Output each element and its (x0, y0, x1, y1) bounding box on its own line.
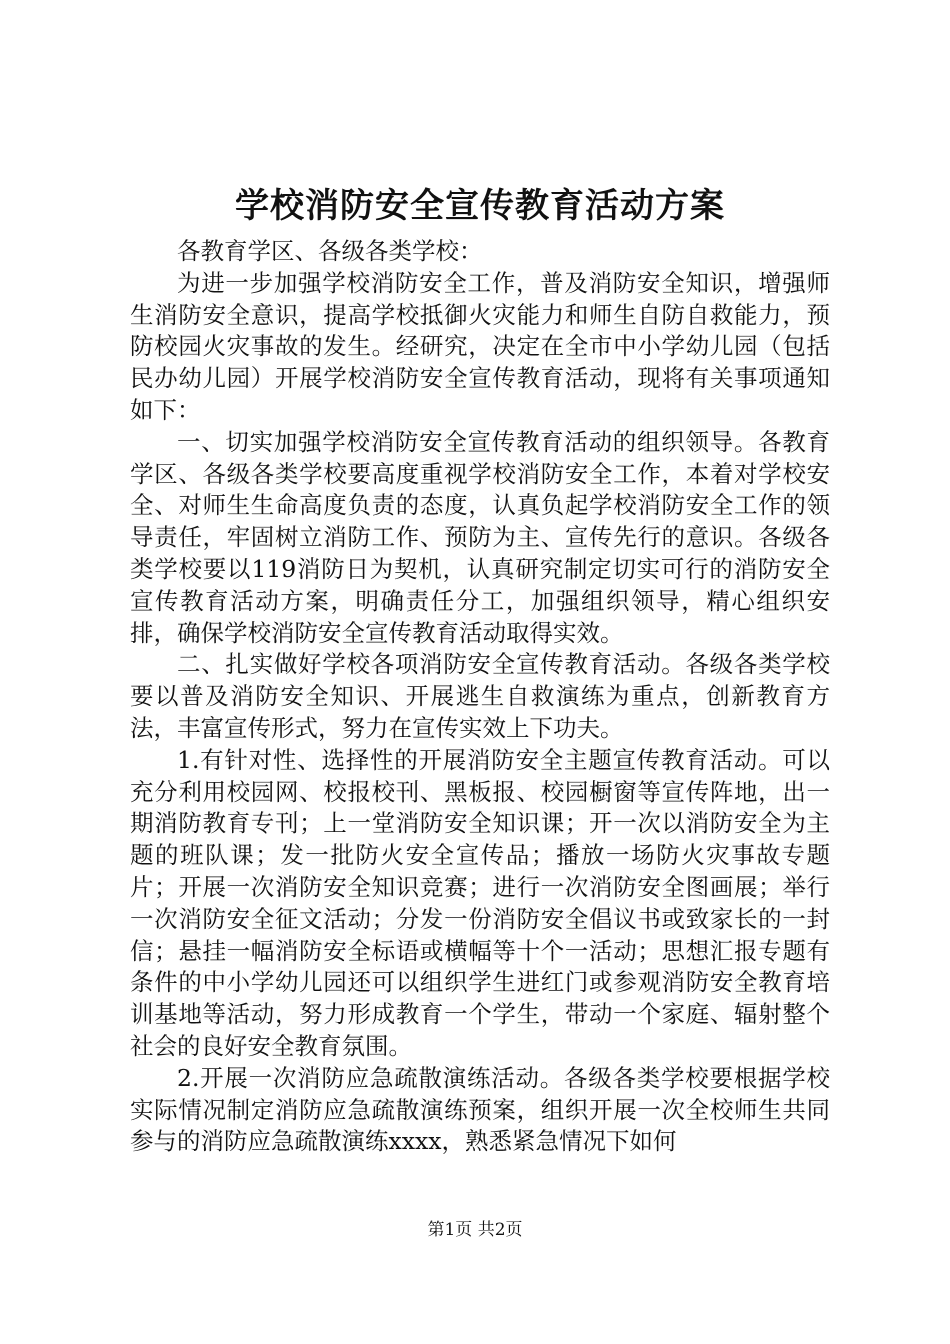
section-two-paragraph: 二、扎实做好学校各项消防安全宣传教育活动。各级各类学校要以普及消防安全知识、开展逃生自救演练为重点，创新教育方法，丰富宣传形式，努力在宣传实效上下功夫。 (130, 650, 830, 742)
section-one-paragraph: 一、切实加强学校消防安全宣传教育活动的组织领导。各教育学区、各级各类学校要高度重视学校消防安全工作，本着对学校安全、对师生生命高度负责的态度，认真负起学校消防安全工作的领导责任，牢固树立消防工作、预防为主、宣传先行的意识。各级各类学校要以119消防日为契机，认真研究制定切实可行的消防安全宣传教育活动方案，明确责任分工，加强组织领导，精心组织安排，确保学校消防安全宣传教育活动取得实效。 (130, 427, 830, 647)
intro-paragraph: 为进一步加强学校消防安全工作，普及消防安全知识，增强师生消防安全意识，提高学校抵御火灾能力和师生自防自救能力，预防校园火灾事故的发生。经研究，决定在全市中小学幼儿园（包括民办幼儿园）开展学校消防安全宣传教育活动，现将有关事项通知如下： (130, 268, 830, 424)
page-number-footer: 第1页 共2页 (427, 1220, 523, 1240)
item-one-paragraph: 1.有针对性、选择性的开展消防安全主题宣传教育活动。可以充分利用校园网、校报校刊、黑板报、校园橱窗等宣传阵地，出一期消防教育专刊；上一堂消防安全知识课；开一次以消防安全为主题的班队课；发一批防火安全宣传品；播放一场防火灾事故专题片；开展一次消防安全知识竞赛；进行一次消防安全图画展；举行一次消防安全征文活动；分发一份消防安全倡议书或致家长的一封信；悬挂一幅消防安全标语或横幅等十个一活动；思想汇报专题有条件的中小学幼儿园还可以组织学生进红门或参观消防安全教育培训基地等活动，努力形成教育一个学生，带动一个家庭、辐射整个社会的良好安全教育氛围。 (130, 745, 830, 1060)
document-body (130, 236, 830, 1158)
item-two-paragraph: 2.开展一次消防应急疏散演练活动。各级各类学校要根据学校实际情况制定消防应急疏散演练预案，组织开展一次全校师生共同参与的消防应急疏散演练xxxx，熟悉紧急情况下如何 (130, 1063, 830, 1156)
salutation-paragraph: 各教育学区、各级各类学校： (177, 237, 483, 265)
document-title: 学校消防安全宣传教育活动方案 (235, 186, 725, 226)
